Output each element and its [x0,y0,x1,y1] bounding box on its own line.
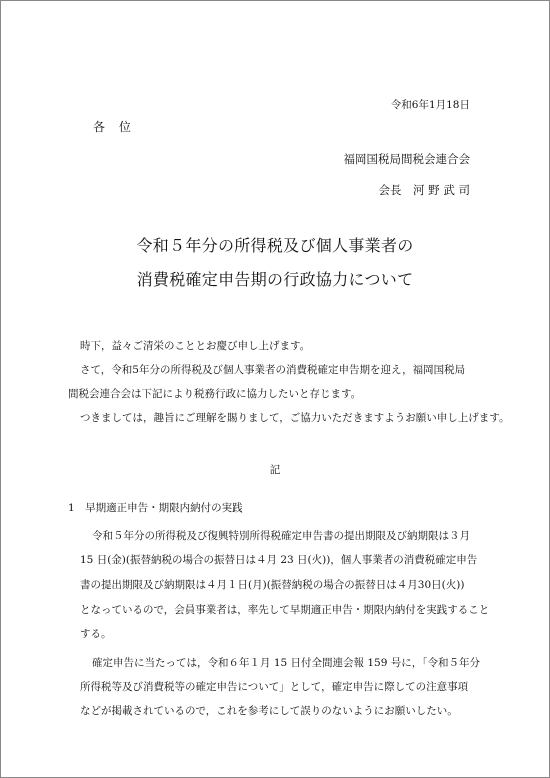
section-1-body-line: となっているので，会員事業者は，率先して早期適正申告・期限内納付を実践すること [80,604,490,616]
intro-paragraph-line: 間税会連合会は下記により税務行政に協力したいと存じます。 [68,388,362,400]
section-1-heading: 1 早期適正申告・期限内納付の実践 [68,502,243,514]
section-1-body-line: 15 日(金)(振替納税の場合の振替日は４月 23 日(火))，個人事業者の消費税確定申告 [80,554,478,566]
document-title-line-1: 令和５年分の所得税及び個人事業者の [136,236,414,255]
document-date: 令和6年1月18日 [390,99,470,111]
document-title-line-2: 消費税確定申告期の行政協力について [136,270,414,289]
intro-paragraph-line: さて，令和5年分の所得税及び個人事業者の消費税確定申告期を迎え，福岡国税局 [80,364,466,376]
ki-heading: 記 [269,464,281,476]
intro-paragraph-line: 時下，益々ご清栄のこととお慶び申し上げます。 [80,340,311,352]
section-1-body-line: 確定申告に当たっては，令和６年１月 15 日付全間連会報 159 号に，「令和５年分 [92,657,481,669]
sender-organization: 福岡国税局間税会連合会 [343,152,470,166]
section-1-body-line: 令和５年分の所得税及び復興特別所得税確定申告書の提出期限及び納期限は３月 [92,530,470,542]
recipient: 各 位 [93,120,136,134]
sender-name: 会長 河 野 武 司 [378,183,470,197]
section-1-body-line: などが掲載されているので，これを参考にして誤りのないようにお願いしたい。 [80,705,458,717]
section-1-body-line: 書の提出期限及び納期限は４月１日(月)(振替納税の場合の振替日は４月30日(火)) [80,579,465,591]
section-1-body-line: 所得税等及び消費税等の確定申告について」として，確定申告に際しての注意事項 [80,681,469,693]
section-1-body-line: する。 [80,628,112,640]
intro-paragraph-line: つきましては，趣旨にご理解を賜りまして，ご協力いただきますようお願い申し上げます。 [80,412,510,424]
